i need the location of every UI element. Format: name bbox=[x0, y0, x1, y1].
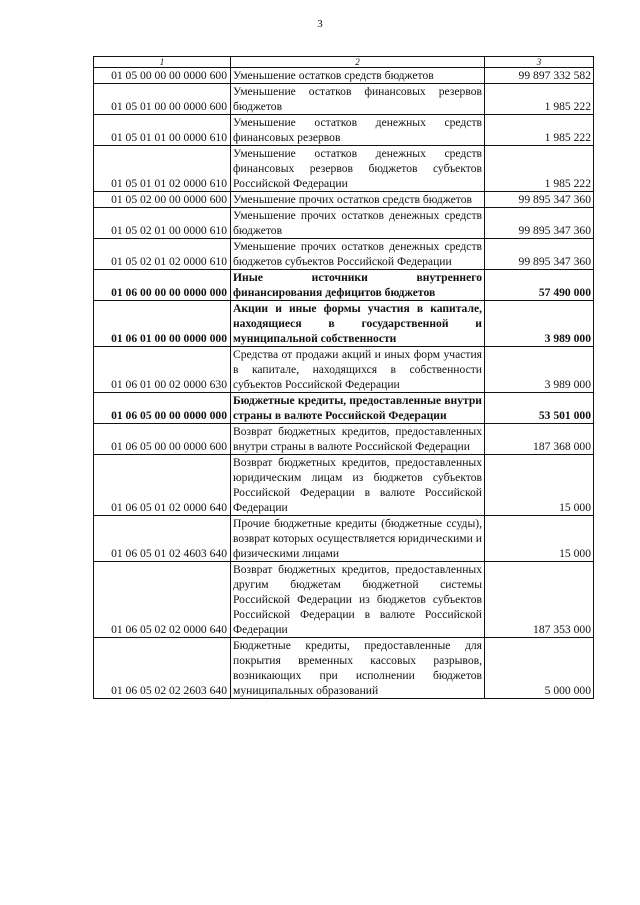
budget-code-cell: 01 05 02 00 00 0000 600 bbox=[94, 192, 231, 208]
table-header-row bbox=[94, 57, 594, 68]
table-row bbox=[94, 146, 594, 192]
page-number: 3 bbox=[317, 18, 323, 30]
column-header-3: 3 bbox=[485, 57, 594, 68]
amount-cell: 99 895 347 360 bbox=[485, 208, 594, 239]
table-row bbox=[94, 455, 594, 516]
budget-code-cell: 01 06 05 00 00 0000 600 bbox=[94, 424, 231, 455]
budget-code-cell: 01 06 05 02 02 2603 640 bbox=[94, 638, 231, 699]
description-cell: Уменьшение прочих остатков денежных средств бюджетов bbox=[231, 208, 485, 239]
table-row bbox=[94, 393, 594, 424]
column-header-2: 2 bbox=[231, 57, 485, 68]
description-cell: Акции и иные формы участия в капитале, находящиеся в государственной и муниципальной собственности bbox=[231, 301, 485, 347]
amount-cell: 15 000 bbox=[485, 455, 594, 516]
amount-cell: 99 897 332 582 bbox=[485, 68, 594, 84]
budget-sources-table bbox=[93, 56, 594, 699]
budget-code-cell: 01 06 05 01 02 0000 640 bbox=[94, 455, 231, 516]
budget-code-cell: 01 06 00 00 00 0000 000 bbox=[94, 270, 231, 301]
amount-cell: 1 985 222 bbox=[485, 115, 594, 146]
amount-cell: 15 000 bbox=[485, 516, 594, 562]
table-row bbox=[94, 301, 594, 347]
description-cell: Уменьшение прочих остатков денежных средств бюджетов субъектов Российской Федерации bbox=[231, 239, 485, 270]
table-row bbox=[94, 562, 594, 638]
amount-cell: 99 895 347 360 bbox=[485, 192, 594, 208]
budget-code-cell: 01 05 02 01 02 0000 610 bbox=[94, 239, 231, 270]
amount-cell: 99 895 347 360 bbox=[485, 239, 594, 270]
amount-cell: 1 985 222 bbox=[485, 146, 594, 192]
table-row bbox=[94, 424, 594, 455]
amount-cell: 1 985 222 bbox=[485, 84, 594, 115]
table-row bbox=[94, 638, 594, 699]
amount-cell: 3 989 000 bbox=[485, 301, 594, 347]
table-row bbox=[94, 68, 594, 84]
description-cell: Возврат бюджетных кредитов, предоставленных внутри страны в валюте Российской Федерации bbox=[231, 424, 485, 455]
table-row bbox=[94, 516, 594, 562]
budget-code-cell: 01 05 01 01 00 0000 610 bbox=[94, 115, 231, 146]
amount-cell: 53 501 000 bbox=[485, 393, 594, 424]
table-row bbox=[94, 347, 594, 393]
amount-cell: 5 000 000 bbox=[485, 638, 594, 699]
table-row bbox=[94, 208, 594, 239]
budget-code-cell: 01 06 01 00 02 0000 630 bbox=[94, 347, 231, 393]
description-cell: Средства от продажи акций и иных форм участия в капитале, находящихся в собственности субъектов Российской Федерации bbox=[231, 347, 485, 393]
table-row bbox=[94, 115, 594, 146]
table-row bbox=[94, 192, 594, 208]
table-row bbox=[94, 270, 594, 301]
description-cell: Уменьшение прочих остатков средств бюджетов bbox=[231, 192, 485, 208]
description-cell: Бюджетные кредиты, предоставленные внутри страны в валюте Российской Федерации bbox=[231, 393, 485, 424]
amount-cell: 57 490 000 bbox=[485, 270, 594, 301]
description-cell: Уменьшение остатков денежных средств финансовых резервов bbox=[231, 115, 485, 146]
description-cell: Возврат бюджетных кредитов, предоставленных другим бюджетам бюджетной системы Российской Федерации из бюджетов субъектов Российской Федерации в валюте Российской Федерации bbox=[231, 562, 485, 638]
amount-cell: 3 989 000 bbox=[485, 347, 594, 393]
table-row bbox=[94, 239, 594, 270]
description-cell: Уменьшение остатков финансовых резервов бюджетов bbox=[231, 84, 485, 115]
description-cell: Прочие бюджетные кредиты (бюджетные ссуды), возврат которых осуществляется юридическими и физическими лицами bbox=[231, 516, 485, 562]
amount-cell: 187 353 000 bbox=[485, 562, 594, 638]
budget-code-cell: 01 05 00 00 00 0000 600 bbox=[94, 68, 231, 84]
budget-code-cell: 01 05 01 00 00 0000 600 bbox=[94, 84, 231, 115]
amount-cell: 187 368 000 bbox=[485, 424, 594, 455]
budget-code-cell: 01 06 05 00 00 0000 000 bbox=[94, 393, 231, 424]
budget-code-cell: 01 06 05 02 02 0000 640 bbox=[94, 562, 231, 638]
column-header-1: 1 bbox=[94, 57, 231, 68]
budget-code-cell: 01 05 01 01 02 0000 610 bbox=[94, 146, 231, 192]
description-cell: Уменьшение остатков денежных средств финансовых резервов бюджетов субъектов Российской Федерации bbox=[231, 146, 485, 192]
description-cell: Бюджетные кредиты, предоставленные для покрытия временных кассовых разрывов, возникающих при исполнении бюджетов муниципальных образований bbox=[231, 638, 485, 699]
table-row bbox=[94, 84, 594, 115]
budget-code-cell: 01 06 05 01 02 4603 640 bbox=[94, 516, 231, 562]
budget-code-cell: 01 05 02 01 00 0000 610 bbox=[94, 208, 231, 239]
description-cell: Возврат бюджетных кредитов, предоставленных юридическим лицам из бюджетов субъектов Российской Федерации в валюте Российской Федерации bbox=[231, 455, 485, 516]
description-cell: Иные источники внутреннего финансирования дефицитов бюджетов bbox=[231, 270, 485, 301]
budget-code-cell: 01 06 01 00 00 0000 000 bbox=[94, 301, 231, 347]
description-cell: Уменьшение остатков средств бюджетов bbox=[231, 68, 485, 84]
